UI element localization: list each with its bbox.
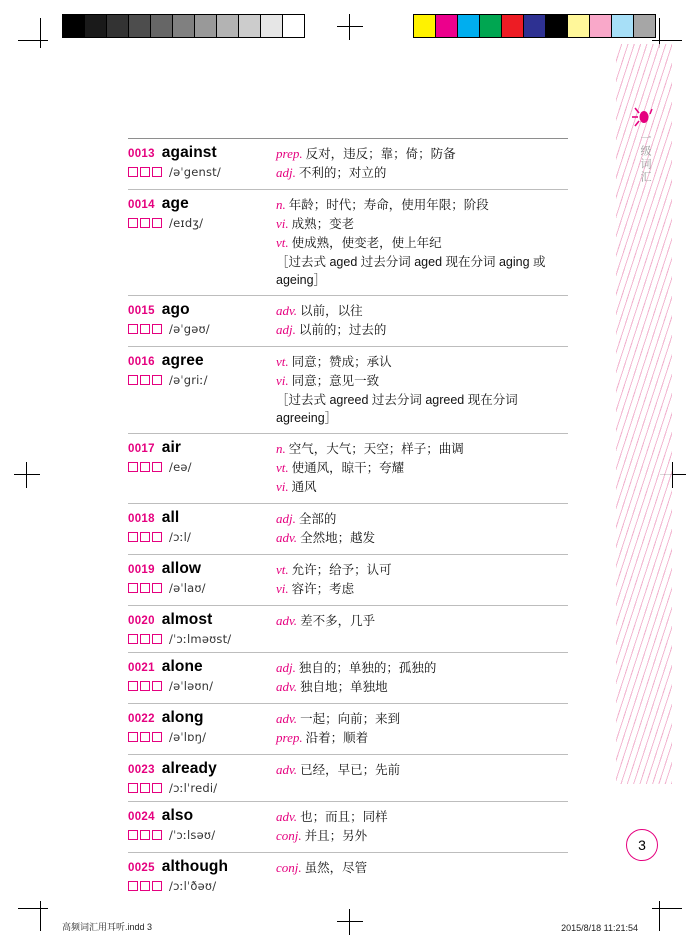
vocabulary-entry (128, 605, 568, 652)
review-checkbox[interactable] (152, 167, 162, 177)
entry-headword-block (128, 509, 276, 548)
entry-definitions (276, 658, 568, 697)
crop-mark-bottom-left (18, 897, 52, 931)
part-of-speech: vi. (276, 581, 289, 596)
review-checkbox[interactable] (140, 532, 150, 542)
part-of-speech: adv. (276, 809, 298, 824)
entry-number-row (128, 709, 276, 727)
part-of-speech: adj. (276, 322, 296, 337)
sense-text: 以前的；过去的 (298, 323, 387, 337)
part-of-speech: adv. (276, 679, 298, 694)
review-checkbox[interactable] (140, 783, 150, 793)
entry-headword-block (128, 658, 276, 697)
entry-phonetic: /eɪdʒ/ (169, 216, 204, 230)
entry-sense (276, 478, 568, 496)
entry-definitions (276, 807, 568, 846)
entry-sense (276, 678, 568, 696)
entry-sense (276, 321, 568, 339)
sense-text: 使通风，晾干；夸耀 (291, 461, 405, 475)
entry-number: 0013 (128, 148, 155, 160)
grayscale-swatch (283, 14, 305, 38)
grayscale-swatch (85, 14, 107, 38)
entry-phonetic-row (128, 730, 276, 744)
sense-text: 一起；向前；来到 (300, 712, 401, 726)
entry-phonetic: /eə/ (169, 460, 192, 474)
entry-number-row (128, 301, 276, 319)
sense-text: 沿着；顺着 (305, 731, 369, 745)
review-checkbox-group[interactable] (128, 218, 162, 228)
color-calibration-bar (413, 14, 656, 36)
review-checkbox-group[interactable] (128, 634, 162, 644)
review-checkbox-group[interactable] (128, 462, 162, 472)
vocabulary-entry-list (128, 138, 568, 899)
entry-number-row (128, 439, 276, 457)
sense-text: 通风 (291, 480, 317, 494)
review-checkbox[interactable] (140, 462, 150, 472)
review-checkbox[interactable] (128, 532, 138, 542)
review-checkbox-group[interactable] (128, 532, 162, 542)
color-swatch (480, 14, 502, 38)
grayscale-swatch (129, 14, 151, 38)
entry-number: 0014 (128, 199, 155, 211)
sense-text: 以前，以往 (300, 304, 363, 318)
grayscale-swatch (217, 14, 239, 38)
sense-text: 也；而且；同样 (300, 810, 388, 824)
entry-phonetic-row (128, 373, 276, 387)
review-checkbox[interactable] (140, 324, 150, 334)
part-of-speech: vt. (276, 562, 289, 577)
review-checkbox-group[interactable] (128, 732, 162, 742)
entry-sense (276, 510, 568, 528)
entry-phonetic: /əˈlaʊ/ (169, 581, 206, 595)
grayscale-swatch (173, 14, 195, 38)
entry-definitions (276, 301, 568, 340)
part-of-speech: n. (276, 441, 286, 456)
entry-definitions (276, 611, 568, 646)
entry-headword: air (161, 439, 182, 456)
vocabulary-entry (128, 801, 568, 852)
entry-sense (276, 440, 568, 458)
entry-sense (276, 164, 568, 182)
part-of-speech: vt. (276, 354, 289, 369)
vocabulary-entry (128, 189, 568, 295)
entry-headword-block (128, 195, 276, 289)
entry-headword-block (128, 439, 276, 497)
entry-sense (276, 302, 568, 320)
part-of-speech: prep. (276, 146, 303, 161)
vocabulary-entry (128, 554, 568, 605)
entry-sense (276, 659, 568, 677)
review-checkbox[interactable] (140, 634, 150, 644)
entry-inflection-note: ［过去式 agreed 过去分词 agreed 现在分词 agreeing］ (276, 393, 518, 425)
review-checkbox[interactable] (128, 324, 138, 334)
sense-text: 全部的 (298, 512, 337, 526)
entry-headword-block (128, 301, 276, 340)
entry-phonetic: /ˈɔːlməʊst/ (169, 632, 232, 646)
entry-headword-block (128, 611, 276, 646)
review-checkbox[interactable] (128, 634, 138, 644)
entry-phonetic-row (128, 322, 276, 336)
grayscale-swatch (239, 14, 261, 38)
entry-headword: agree (161, 352, 204, 369)
entry-sense (276, 761, 568, 779)
entry-phonetic: /əˈlɒŋ/ (169, 730, 207, 744)
entry-sense (276, 580, 568, 598)
entry-definitions (276, 760, 568, 795)
footer-filename: 高频词汇用耳听.indd 3 (62, 922, 153, 932)
entry-number-row (128, 352, 276, 370)
registration-mark-top (337, 14, 363, 40)
entry-number: 0018 (128, 513, 155, 525)
section-tab-label: 一级词汇 (639, 132, 651, 184)
review-checkbox[interactable] (152, 532, 162, 542)
entry-definitions (276, 560, 568, 599)
color-swatch (502, 14, 524, 38)
review-checkbox[interactable] (152, 324, 162, 334)
sense-text: 反对，违反；靠；倚；防备 (305, 147, 456, 161)
color-swatch (413, 14, 436, 38)
review-checkbox-group[interactable] (128, 881, 162, 891)
entry-number-row (128, 195, 276, 213)
footer-timestamp: 2015/8/18 11:21:54 (561, 923, 638, 933)
entry-number: 0019 (128, 564, 155, 576)
entry-phonetic-row (128, 632, 276, 646)
entry-phonetic: /ɔːlˈðəʊ/ (169, 879, 217, 893)
part-of-speech: n. (276, 197, 286, 212)
review-checkbox-group[interactable] (128, 681, 162, 691)
sense-text: 不利的；对立的 (298, 166, 387, 180)
color-swatch (524, 14, 546, 38)
review-checkbox[interactable] (152, 681, 162, 691)
part-of-speech: adv. (276, 303, 298, 318)
entry-headword-block (128, 144, 276, 183)
entry-definitions (276, 439, 568, 497)
entry-sense (276, 459, 568, 477)
part-of-speech: adj. (276, 511, 296, 526)
review-checkbox[interactable] (140, 681, 150, 691)
entry-definitions (276, 858, 568, 893)
color-swatch (458, 14, 480, 38)
entry-phonetic-row (128, 165, 276, 179)
color-swatch (568, 14, 590, 38)
review-checkbox[interactable] (152, 732, 162, 742)
review-checkbox[interactable] (128, 732, 138, 742)
review-checkbox[interactable] (128, 462, 138, 472)
review-checkbox[interactable] (152, 375, 162, 385)
sense-text: 并且；另外 (304, 829, 368, 843)
entry-headword: age (161, 195, 189, 212)
entry-headword: all (161, 509, 180, 526)
entry-phonetic-row (128, 581, 276, 595)
review-checkbox[interactable] (152, 783, 162, 793)
color-swatch (634, 14, 656, 38)
vocabulary-entry (128, 433, 568, 503)
part-of-speech: adj. (276, 660, 296, 675)
review-checkbox[interactable] (152, 462, 162, 472)
vocabulary-entry (128, 754, 568, 801)
entry-headword-block (128, 709, 276, 748)
vocabulary-entry (128, 138, 568, 189)
vocabulary-entry (128, 703, 568, 754)
entry-headword: alone (161, 658, 203, 675)
vocabulary-entry (128, 295, 568, 346)
entry-headword-block (128, 807, 276, 846)
entry-sense (276, 215, 568, 233)
review-checkbox[interactable] (152, 583, 162, 593)
entry-sense (276, 612, 568, 630)
entry-headword: against (161, 144, 217, 161)
entry-definitions (276, 509, 568, 548)
part-of-speech: adv. (276, 530, 298, 545)
entry-sense (276, 234, 568, 252)
registration-mark-bottom (337, 909, 363, 935)
entry-sense (276, 145, 568, 163)
entry-sense (276, 710, 568, 728)
review-checkbox[interactable] (128, 375, 138, 385)
sense-text: 允许；给予；认可 (291, 563, 392, 577)
entry-number-row (128, 760, 276, 778)
entry-definitions (276, 144, 568, 183)
entry-sense (276, 561, 568, 579)
grayscale-calibration-bar (62, 14, 305, 36)
review-checkbox[interactable] (128, 881, 138, 891)
entry-sense (276, 529, 568, 547)
entry-sense (276, 859, 568, 877)
sense-text: 全然地；越发 (300, 531, 376, 545)
review-checkbox[interactable] (152, 881, 162, 891)
sense-text: 空气，大气；天空；样子；曲调 (288, 442, 464, 456)
review-checkbox[interactable] (128, 681, 138, 691)
review-checkbox[interactable] (140, 732, 150, 742)
review-checkbox[interactable] (128, 583, 138, 593)
sense-text: 成熟；变老 (291, 217, 355, 231)
registration-mark-left (14, 462, 40, 488)
review-checkbox[interactable] (140, 830, 150, 840)
page-number: 3 (626, 829, 658, 861)
entry-number-row (128, 658, 276, 676)
part-of-speech: vi. (276, 373, 289, 388)
entry-number-row (128, 144, 276, 162)
part-of-speech: conj. (276, 860, 302, 875)
vocabulary-entry (128, 503, 568, 554)
entry-headword: along (161, 709, 204, 726)
review-checkbox[interactable] (140, 881, 150, 891)
entry-definitions (276, 195, 568, 289)
sense-text: 年龄；时代；寿命，使用年限；阶段 (288, 198, 489, 212)
sense-text: 同意；赞成；承认 (291, 355, 392, 369)
review-checkbox[interactable] (128, 167, 138, 177)
part-of-speech: vt. (276, 235, 289, 250)
review-checkbox[interactable] (152, 634, 162, 644)
review-checkbox[interactable] (128, 830, 138, 840)
entry-sense (276, 827, 568, 845)
entry-headword-block (128, 760, 276, 795)
sense-text: 差不多，几乎 (300, 614, 376, 628)
entry-headword: allow (161, 560, 202, 577)
entry-inflection-note: ［过去式 aged 过去分词 aged 现在分词 aging 或 ageing］ (276, 255, 546, 287)
color-swatch (590, 14, 612, 38)
sense-text: 使成熟，使变老，使上年纪 (291, 236, 442, 250)
grayscale-swatch (62, 14, 85, 38)
entry-headword: already (161, 760, 217, 777)
entry-phonetic-row (128, 460, 276, 474)
part-of-speech: adv. (276, 711, 298, 726)
part-of-speech: prep. (276, 730, 303, 745)
color-swatch (436, 14, 458, 38)
entry-sense (276, 353, 568, 371)
crop-mark-bottom-right (648, 897, 682, 931)
entry-sense (276, 808, 568, 826)
entry-number-row (128, 509, 276, 527)
grayscale-swatch (107, 14, 129, 38)
grayscale-swatch (195, 14, 217, 38)
color-swatch (546, 14, 568, 38)
review-checkbox[interactable] (140, 583, 150, 593)
sense-text: 容许；考虑 (291, 582, 355, 596)
review-checkbox-group[interactable] (128, 375, 162, 385)
entry-phonetic: /əˈgenst/ (169, 165, 221, 179)
sense-text: 已经，早已；先前 (300, 763, 401, 777)
review-checkbox-group[interactable] (128, 324, 162, 334)
part-of-speech: adj. (276, 165, 296, 180)
entry-number: 0022 (128, 713, 155, 725)
entry-headword-block (128, 560, 276, 599)
entry-number-row (128, 807, 276, 825)
review-checkbox[interactable] (140, 167, 150, 177)
entry-phonetic: /əˈgriː/ (169, 373, 208, 387)
entry-phonetic: /əˈləʊn/ (169, 679, 214, 693)
entry-phonetic: /ˈɔːlsəʊ/ (169, 828, 216, 842)
entry-number: 0015 (128, 305, 155, 317)
entry-number: 0020 (128, 615, 155, 627)
entry-phonetic: /ɔːlˈredi/ (169, 781, 218, 795)
entry-sense (276, 372, 568, 390)
review-checkbox[interactable] (152, 830, 162, 840)
sense-text: 同意；意见一致 (291, 374, 380, 388)
entry-definitions (276, 709, 568, 748)
part-of-speech: vt. (276, 460, 289, 475)
review-checkbox-group[interactable] (128, 167, 162, 177)
sense-text: 虽然，尽管 (304, 861, 368, 875)
entry-phonetic-row (128, 216, 276, 230)
entry-number-row (128, 858, 276, 876)
entry-phonetic-row (128, 679, 276, 693)
entry-phonetic-row (128, 828, 276, 842)
part-of-speech: vi. (276, 216, 289, 231)
part-of-speech: adv. (276, 613, 298, 628)
entry-phonetic: /əˈgəʊ/ (169, 322, 210, 336)
entry-phonetic: /ɔːl/ (169, 530, 192, 544)
entry-number: 0023 (128, 764, 155, 776)
review-checkbox-group[interactable] (128, 783, 162, 793)
vocabulary-entry (128, 652, 568, 703)
crop-mark-top-left (18, 18, 52, 52)
vocabulary-entry (128, 346, 568, 433)
entry-headword-block (128, 858, 276, 893)
sense-text: 独自的；单独的；孤独的 (298, 661, 437, 675)
entry-headword: also (161, 807, 194, 824)
entry-definitions (276, 352, 568, 427)
review-checkbox[interactable] (140, 218, 150, 228)
review-checkbox[interactable] (140, 375, 150, 385)
part-of-speech: conj. (276, 828, 302, 843)
review-checkbox-group[interactable] (128, 583, 162, 593)
entry-phonetic-row (128, 879, 276, 893)
entry-phonetic-row (128, 530, 276, 544)
entry-phonetic-row (128, 781, 276, 795)
entry-number: 0016 (128, 356, 155, 368)
entry-number: 0017 (128, 443, 155, 455)
part-of-speech: adv. (276, 762, 298, 777)
review-checkbox[interactable] (128, 218, 138, 228)
entry-sense (276, 729, 568, 747)
review-checkbox[interactable] (152, 218, 162, 228)
entry-headword-block (128, 352, 276, 427)
entry-sense (276, 196, 568, 214)
grayscale-swatch (151, 14, 173, 38)
entry-headword: although (161, 858, 229, 875)
entry-number: 0021 (128, 662, 155, 674)
entry-number-row (128, 560, 276, 578)
entry-number-row (128, 611, 276, 629)
entry-number: 0025 (128, 862, 155, 874)
vocabulary-entry (128, 852, 568, 899)
review-checkbox[interactable] (128, 783, 138, 793)
review-checkbox-group[interactable] (128, 830, 162, 840)
entry-headword: almost (161, 611, 213, 628)
color-swatch (612, 14, 634, 38)
sparkle-icon (626, 104, 660, 132)
entry-number: 0024 (128, 811, 155, 823)
entry-headword: ago (161, 301, 190, 318)
grayscale-swatch (261, 14, 283, 38)
part-of-speech: vi. (276, 479, 289, 494)
sense-text: 独自地；单独地 (300, 680, 388, 694)
